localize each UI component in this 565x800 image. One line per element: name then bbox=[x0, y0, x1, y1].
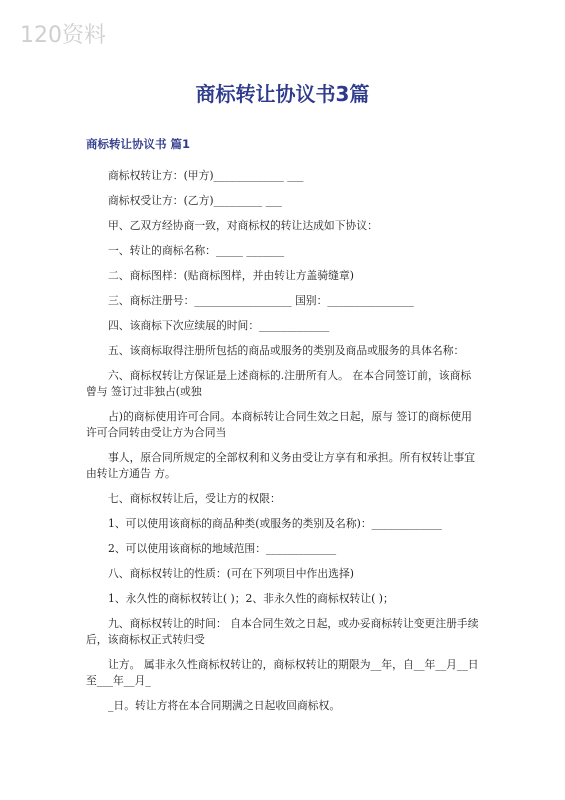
paragraph-guarantee: 六、商标权转让方保证是上述商标的.注册所有人。 在本合同签订前，该商标曾与 签订过非独占(或独 bbox=[86, 369, 472, 398]
paragraph-registration-number: 三、商标注册号：__________________ 国别：________________ bbox=[108, 294, 414, 307]
paragraph-renewal-time: 四、该商标下次应续展的时间：_____________ bbox=[108, 319, 330, 332]
watermark-logo: 120资料 bbox=[20, 23, 106, 48]
document-body bbox=[86, 168, 481, 723]
paragraph-trademark-image: 二、商标图样：(贴商标图样，并由转让方盖骑缝章) bbox=[108, 269, 354, 282]
paragraph-transfer-time: 九、商标权转让的时间： 自本合同生效之日起，或办妥商标转让变更注册手续后，该商标权正式转归受 bbox=[86, 617, 479, 646]
section-heading: 商标转让协议书 篇1 bbox=[86, 137, 191, 151]
paragraph-transferee: 商标权受让方：(乙方)_________ ___ bbox=[108, 194, 282, 207]
paragraph-transfer-period: 让方。 属非永久性商标权转让的，商标权转让的期限为__年，自__年__月__日至___年__月_ bbox=[86, 658, 479, 687]
paragraph-recovery: _日。转让方将在本合同期满之日起收回商标权。 bbox=[108, 699, 341, 712]
paragraph-rights-obligations: 事人，原合同所规定的全部权利和义务由受让方享有和承担。所有权转让事宜由转让方通告 方。 bbox=[86, 451, 476, 480]
paragraph-transferee-rights: 七、商标权转让后，受让方的权限： bbox=[108, 492, 281, 505]
paragraph-goods-services: 五、该商标取得注册所包括的商品或服务的类别及商品或服务的具体名称： bbox=[108, 344, 465, 357]
paragraph-goods-scope: 1、可以使用该商标的商品种类(或服务的类别及名称)：_____________ bbox=[108, 517, 442, 530]
paragraph-transferor: 商标权转让方：(甲方)_____________ ___ bbox=[108, 169, 304, 182]
paragraph-transfer-nature: 八、商标权转让的性质：(可在下列项目中作出选择) bbox=[108, 567, 354, 580]
paragraph-region-scope: 2、可以使用该商标的地域范围：_____________ bbox=[108, 542, 337, 555]
paragraph-agreement-intro: 甲、乙双方经协商一致，对商标权的转让达成如下协议： bbox=[108, 219, 378, 232]
paragraph-nature-options: 1、永久性的商标权转让( )；2、非永久性的商标权转让( )； bbox=[108, 592, 394, 605]
paragraph-license-contract: 占)的商标使用许可合同。本商标转让合同生效之日起，原与 签订的商标使用许可合同转由受让方为合同当 bbox=[86, 410, 472, 439]
paragraph-trademark-name: 一、转让的商标名称：_____ _______ bbox=[108, 244, 285, 257]
document-title: 商标转让协议书3篇 bbox=[195, 82, 370, 106]
